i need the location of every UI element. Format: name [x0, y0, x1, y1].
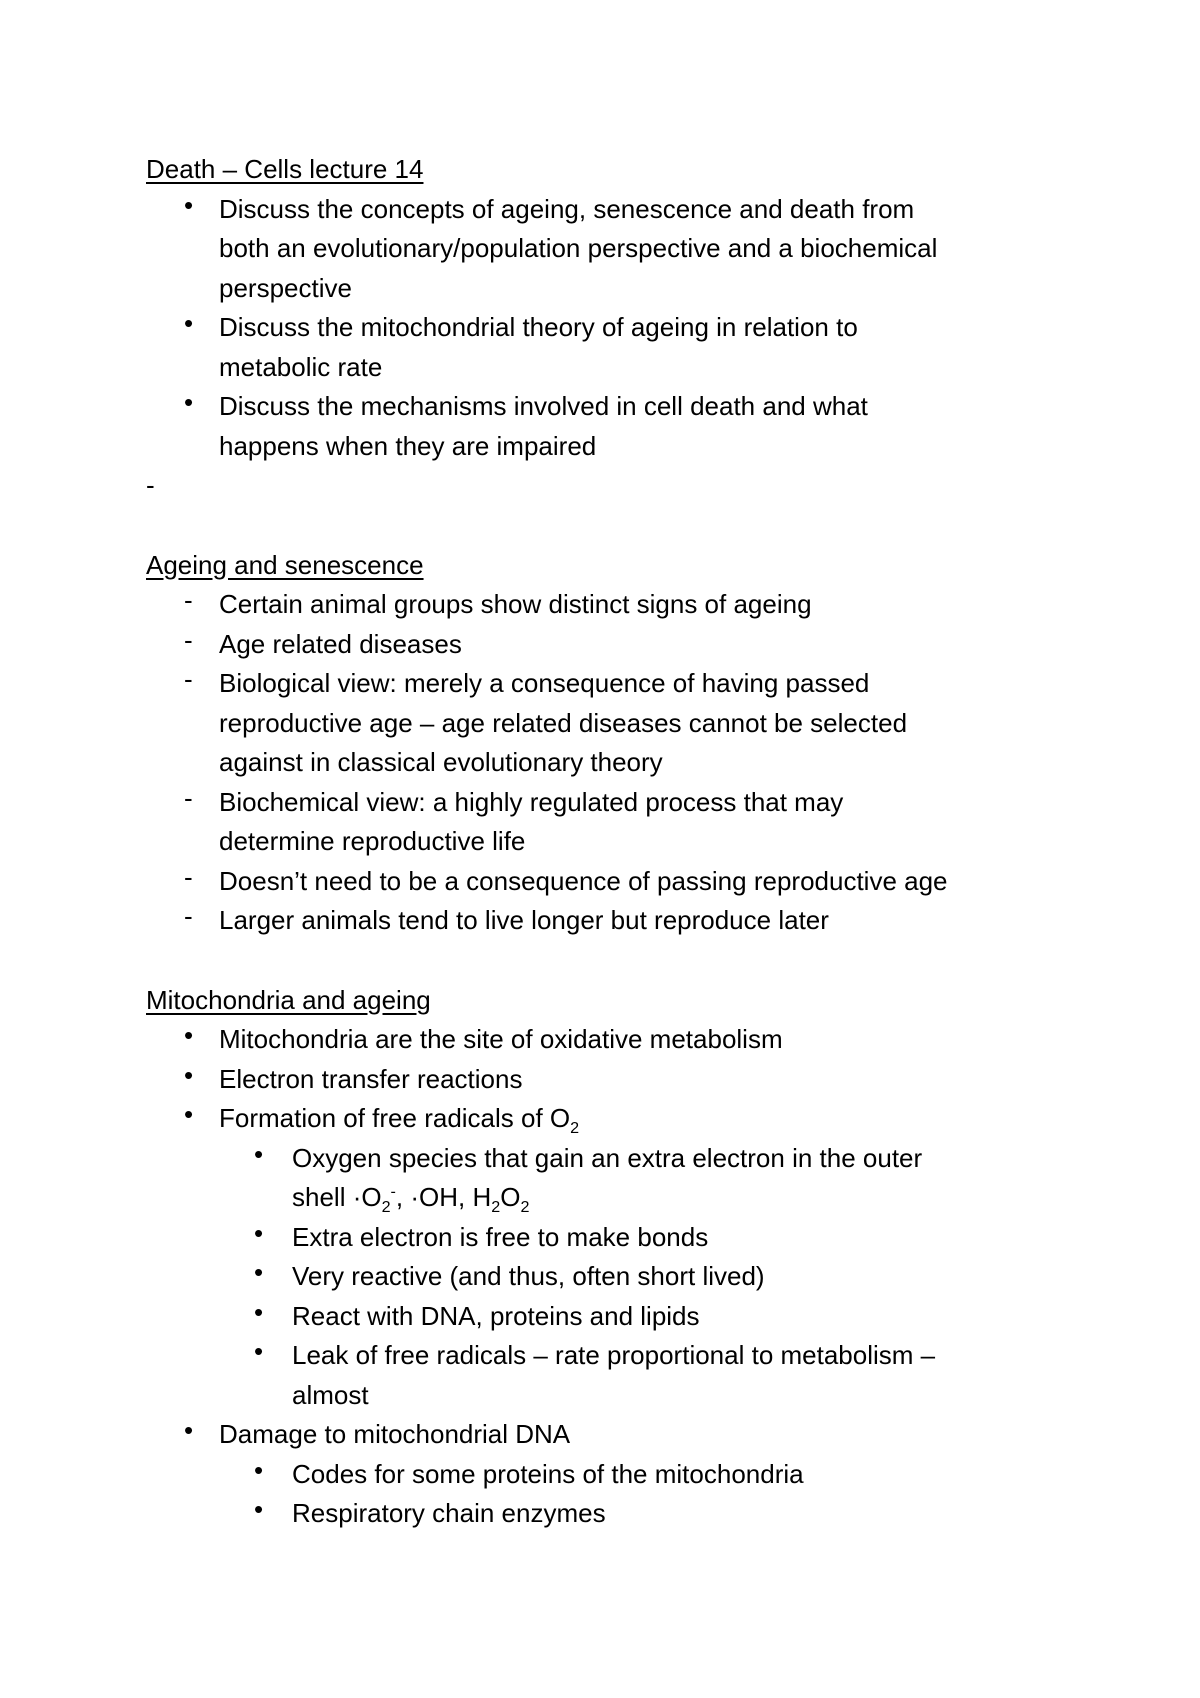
section-title-mitochondria: Mitochondria and ageing: [146, 984, 431, 1015]
bullet-icon: •: [254, 1336, 264, 1366]
bullet-icon: •: [254, 1454, 264, 1485]
bullet-icon: •: [254, 1138, 264, 1169]
sub-list-item: • Oxygen species that gain an extra electron in the outer shell $\cdot O_2^-$, ·OH, $H_2O_2$: [254, 1138, 923, 1217]
list-item: - Certain animal groups show distinct signs of ageing: [184, 585, 812, 619]
list-item: - Larger animals tend to live longer but reproduce later: [184, 901, 829, 935]
list-item: - Biological view: merely a consequence of having passed reproductive age – age related diseases cannot be selected against in classical evolutionary theory: [184, 664, 908, 777]
bullet-icon: •: [254, 1217, 264, 1248]
dash-icon: -: [184, 664, 193, 694]
list-item: • Electron transfer reactions: [184, 1059, 523, 1094]
bullet-icon: •: [184, 1415, 194, 1445]
bullet-icon: •: [254, 1257, 264, 1287]
list-item: • Formation of free radicals of $O_2$: [184, 1099, 580, 1138]
bullet-icon: •: [184, 1099, 194, 1129]
dash-icon: -: [184, 782, 193, 813]
bullet-icon: •: [254, 1494, 264, 1524]
stray-dash: -: [146, 470, 155, 500]
bullet-icon: •: [184, 387, 194, 417]
sub-list-item: • Codes for some proteins of the mitochondria: [254, 1454, 804, 1489]
section-title-death: Death – Cells lecture 14: [146, 154, 424, 184]
sub-list-item: • Extra electron is free to make bonds: [254, 1217, 709, 1252]
section-title-ageing: Ageing and senescence: [146, 549, 424, 580]
list-item: - Age related diseases: [184, 624, 462, 659]
list-item: • Discuss the mechanisms involved in cell death and what happens when they are impaired: [184, 387, 868, 461]
sub-list-item: • Respiratory chain enzymes: [254, 1494, 606, 1528]
list-item: • Damage to mitochondrial DNA: [184, 1415, 571, 1449]
dash-icon: -: [184, 901, 193, 931]
bullet-icon: •: [184, 1059, 194, 1090]
dash-icon: -: [184, 585, 193, 615]
list-item: • Discuss the concepts of ageing, senescence and death from both an evolutionary/population perspective and a biochemical perspective: [184, 189, 938, 303]
dash-icon: -: [184, 861, 193, 892]
dash-icon: -: [184, 624, 193, 655]
sub-list-item: • React with DNA, proteins and lipids: [254, 1296, 700, 1331]
list-item: - Doesn’t need to be a consequence of passing reproductive age: [184, 861, 948, 896]
list-item: • Mitochondria are the site of oxidative metabolism: [184, 1020, 783, 1054]
bullet-icon: •: [184, 308, 194, 338]
sub-list-item: • Leak of free radicals – rate proportional to metabolism – almost: [254, 1336, 936, 1410]
list-item: - Biochemical view: a highly regulated process that may determine reproductive life: [184, 782, 844, 856]
bullet-icon: •: [184, 1020, 194, 1050]
sub-list-item: • Very reactive (and thus, often short lived): [254, 1257, 765, 1291]
bullet-icon: •: [254, 1296, 264, 1327]
lecture-notes: [146, 150, 1086, 1534]
list-item: • Discuss the mitochondrial theory of ageing in relation to metabolic rate: [184, 308, 858, 382]
bullet-icon: •: [184, 189, 194, 220]
